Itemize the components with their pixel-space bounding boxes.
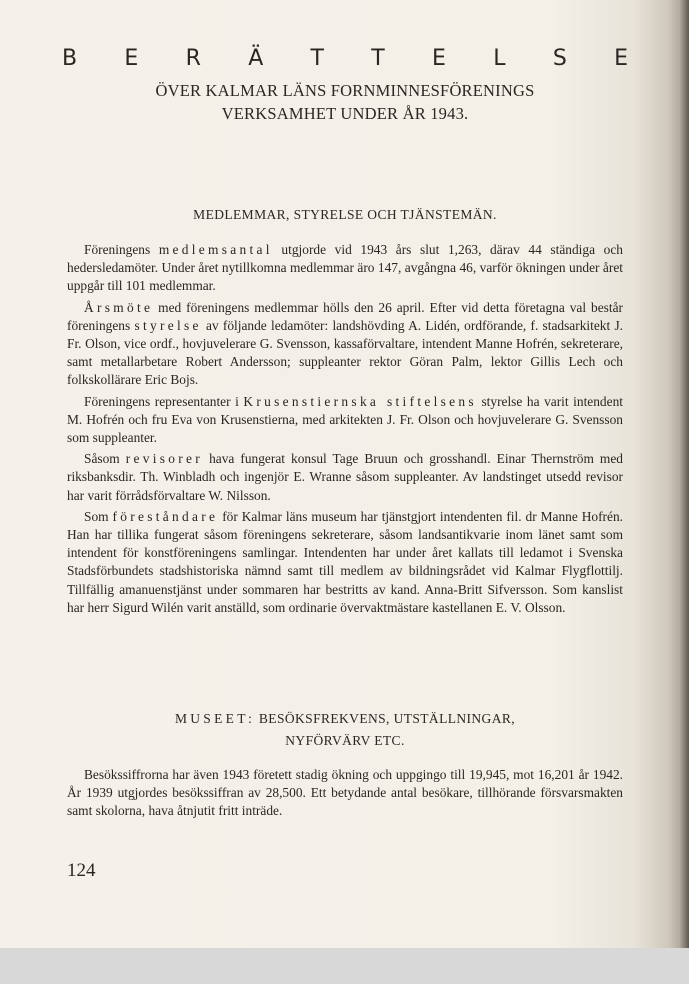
section-heading-members: MEDLEMMAR, STYRELSE OCH TJÄNSTEMÄN. (193, 207, 497, 222)
heading-letter: L (493, 46, 506, 71)
section-heading-museum-line-2: NYFÖRVÄRV ETC. (285, 733, 405, 748)
book-spine-shadow (679, 0, 689, 948)
subtitle-line-2: VERKSAMHET UNDER ÅR 1943. (221, 104, 469, 123)
paragraph-director: Som föreståndare för Kalmar läns museum har tjänstgjort intendenten fil. dr Manne Hofrén. Han har tillika fungerat såsom föreningens sekreterare, såsom landsantikvarie inom länet samt som intendent för konstföreningens samlingar. Intendenten har under året kallats till ledamot i Svenska Stadsförbundets stadshistoriska nämnd samt till medlem av bildningsrådet vid Kalmar Flygflottilj. Tillfällig amanuenstjänst under sommaren har bestritts av kand. Anna-Britt Sifversson. Som kanslist har herr Sigurd Wilén varit anställd, som ordinarie övervaktmästare kastellanen E. V. Olsson. (67, 508, 624, 615)
heading-letter: S (552, 46, 567, 71)
heading-letter: E (614, 46, 628, 71)
heading-letter: T (310, 46, 324, 71)
heading-letter: T (371, 46, 385, 71)
paragraph-membership: Föreningens medlemsantal utgjorde vid 1943 års slut 1,263, därav 44 ständiga och hedersledamöter. Under året nytillkomna medlemmar äro 147, avgångna 46, varför ökningen under året uppgår till 101 medlemmar. (67, 242, 623, 294)
heading-letter: Ä (248, 46, 264, 71)
section-heading-museum: MUSEET: BESÖKSFREKVENS, UTSTÄLLNINGAR, (174, 711, 516, 726)
paragraph-annual-meeting: Årsmöte med föreningens medlemmar hölls den 26 april. Efter vid detta företagna val består föreningens styrelse av följande ledamöter: landshövding A. Lidén, ordförande, f. stadsarkitekt J. Fr. Olson, vice ordf., hovjuvelerare G. Svensson, kassaförvaltare, intendent Manne Hofrén, sekreterare, samt metallarbetare Robert Andersson; suppleanter rektor Göran Palm, lektor Gillis Lech och folkskollärare Eric Bojs. (67, 299, 623, 388)
paragraph-foundation: Föreningens representanter i Krusenstiernska stiftelsens styrelse ha varit intendent M. Hofrén och fru Eva von Krusenstierna, med arkitekten J. Fr. Olson och hovjuvelerare G. Svensson som suppleanter. (67, 393, 623, 446)
section-members-text (67, 241, 623, 620)
heading-letter: E (432, 46, 446, 71)
section-museum-text (67, 766, 623, 824)
subtitle-line-1: ÖVER KALMAR LÄNS FORNMINNESFÖRENINGS (155, 81, 535, 100)
paragraph-visitors: Besökssiffrorna har även 1943 företett stadig ökning och uppgingo till 19,945, mot 16,201 år 1942. År 1939 utgjordes besökssiffran av 28,500. Ett betydande antal besökare, tillhörande försvarsmakten samt skolorna, hava åtnjutit fritt inträde. (67, 767, 623, 819)
page-number: 124 (67, 860, 96, 881)
heading-letter: E (124, 46, 139, 71)
paragraph-auditors: Såsom revisorer hava fungerat konsul Tage Bruun och grosshandl. Einar Thernström med riksbanksdir. Th. Winbladh och ingenjör E. Wranne såsom suppleanter. Av landstinget utsedd revisor har varit förrådsförvaltare W. Nilsson. (67, 451, 623, 503)
heading-letter: R (185, 46, 201, 71)
scan-background (0, 948, 689, 984)
main-heading (62, 46, 628, 72)
heading-letter: B (62, 46, 78, 71)
